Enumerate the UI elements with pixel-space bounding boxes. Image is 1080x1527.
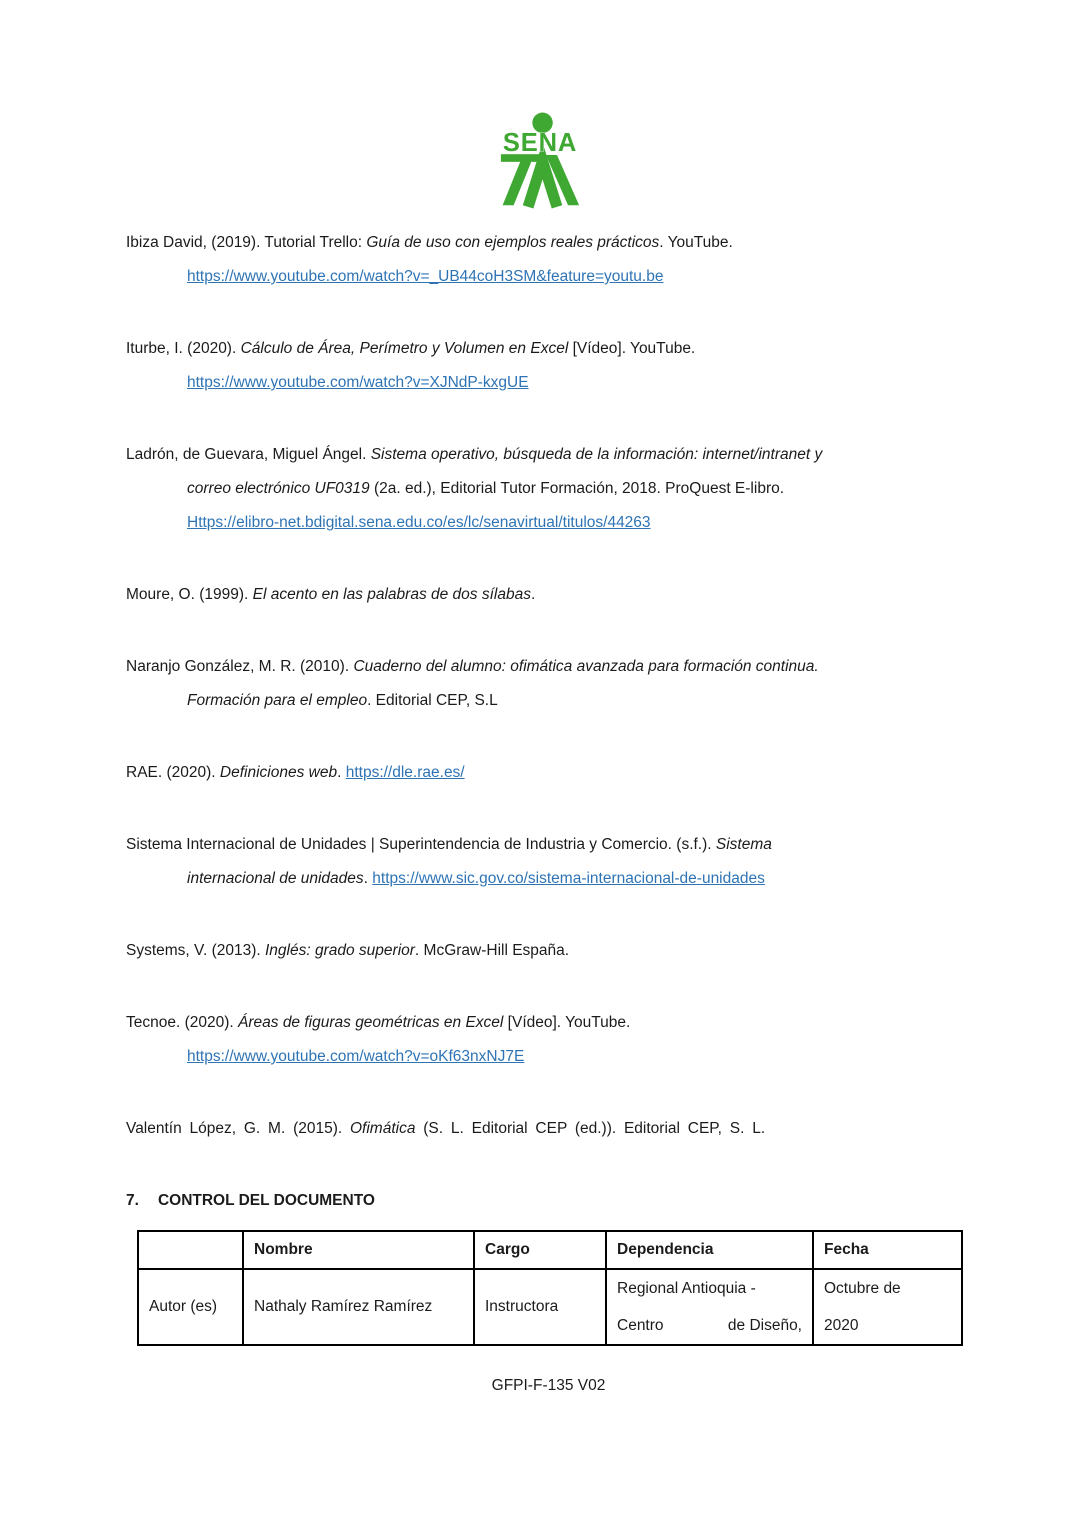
cell-fecha — [813, 1269, 962, 1345]
reference-text: Naranjo González, M. R. (2010). — [126, 658, 354, 675]
reference-text: Formación para el empleo — [187, 692, 368, 709]
reference-link[interactable]: https://www.youtube.com/watch?v=oKf63nxNJ7E — [187, 1048, 525, 1065]
reference-text: (S. L. Editorial CEP (ed.)). Editorial CEP, S. L. — [415, 1120, 766, 1137]
reference-text: correo electrónico UF0319 — [187, 480, 370, 497]
column-header-nombre: Nombre — [243, 1231, 474, 1269]
reference-link[interactable]: https://www.youtube.com/watch?v=XJNdP-kxgUE — [187, 374, 529, 391]
reference-text: Valentín López, G. M. (2015). — [126, 1120, 350, 1137]
fecha-line2: 2020 — [824, 1317, 859, 1334]
reference-text: Sistema — [715, 836, 772, 853]
reference-line — [187, 472, 971, 506]
reference-text: Definiciones web — [219, 764, 338, 781]
reference-line — [126, 934, 971, 968]
reference-line — [187, 1040, 971, 1074]
sena-logo-image — [480, 110, 600, 212]
dependencia-line2-left: Centro — [617, 1317, 664, 1334]
reference-text: Ladrón, de Guevara, Miguel Ángel. — [126, 446, 371, 463]
reference-text: . — [337, 764, 346, 781]
dependencia-line2 — [617, 1307, 802, 1344]
reference-text: Cálculo de Área, Perímetro y Volumen en Excel — [240, 340, 569, 357]
sena-logo — [0, 110, 1080, 212]
references-list — [126, 226, 971, 1146]
reference-text: RAE. (2020). — [126, 764, 220, 781]
reference-line — [126, 578, 971, 612]
reference-item — [126, 332, 971, 400]
dependencia-line2-right: de Diseño, — [727, 1317, 802, 1334]
reference-text: Moure, O. (1999). — [126, 586, 253, 603]
reference-link[interactable]: https://www.youtube.com/watch?v=_UB44coH3SM&feature=youtu.be — [187, 268, 664, 285]
cell-nombre: Nathaly Ramírez Ramírez — [243, 1269, 474, 1345]
reference-link[interactable]: https://www.sic.gov.co/sistema-internacional-de-unidades — [372, 870, 765, 887]
reference-item — [126, 438, 971, 540]
reference-link[interactable]: Https://elibro-net.bdigital.sena.edu.co/es/lc/senavirtual/titulos/44263 — [187, 514, 651, 531]
reference-link[interactable]: https://dle.rae.es/ — [345, 764, 465, 781]
document-control-table — [137, 1230, 963, 1346]
reference-text: . — [363, 870, 373, 887]
reference-text: Áreas de figuras geométricas en Excel — [238, 1014, 504, 1031]
reference-text: . YouTube. — [659, 234, 733, 251]
reference-text: internacional de unidades — [187, 870, 364, 887]
cell-dependencia — [606, 1269, 813, 1345]
reference-text: Inglés: grado superior — [265, 942, 415, 959]
reference-text: Ibiza David, (2019). Tutorial Trello: — [126, 234, 367, 251]
reference-line — [126, 226, 971, 260]
reference-text: . Editorial CEP, S.L — [367, 692, 498, 709]
reference-line — [187, 366, 971, 400]
reference-item — [126, 650, 971, 718]
reference-text: [Vídeo]. YouTube. — [568, 340, 696, 357]
reference-text: [Vídeo]. YouTube. — [503, 1014, 631, 1031]
reference-text: Iturbe, I. (2020). — [126, 340, 241, 357]
reference-line — [126, 438, 971, 472]
section-title: CONTROL DEL DOCUMENTO — [157, 1192, 375, 1209]
cell-cargo: Instructora — [474, 1269, 606, 1345]
reference-item — [126, 1112, 971, 1146]
page-content — [126, 226, 971, 1396]
reference-text: Sistema operativo, búsqueda de la información: internet/intranet y — [370, 446, 823, 463]
reference-text: Tecnoe. (2020). — [126, 1014, 239, 1031]
column-header-cargo: Cargo — [474, 1231, 606, 1269]
reference-text: Sistema Internacional de Unidades | Superintendencia de Industria y Comercio. (s.f.). — [126, 836, 716, 853]
reference-line — [187, 506, 971, 540]
logo-wordmark: SENA — [502, 128, 578, 157]
fecha-line1: Octubre de — [824, 1280, 901, 1297]
reference-text: Cuaderno del alumno: ofimática avanzada para formación continua. — [353, 658, 819, 675]
reference-text: (2a. ed.), Editorial Tutor Formación, 2018. ProQuest E-libro. — [369, 480, 785, 497]
row-label-autor: Autor (es) — [138, 1269, 243, 1345]
reference-item — [126, 226, 971, 294]
reference-line — [126, 1112, 971, 1146]
table-header-row — [138, 1231, 962, 1269]
page-footer-code: GFPI-F-135 V02 — [491, 1377, 606, 1394]
section-heading — [126, 1184, 971, 1218]
reference-line — [126, 1006, 971, 1040]
reference-item — [126, 934, 971, 968]
reference-line — [126, 332, 971, 366]
reference-line — [187, 684, 971, 718]
reference-text: El acento en las palabras de dos sílabas — [252, 586, 531, 603]
column-header-dependencia: Dependencia — [606, 1231, 813, 1269]
reference-line — [126, 828, 971, 862]
table-corner-empty — [138, 1231, 243, 1269]
reference-item — [126, 578, 971, 612]
reference-line — [187, 862, 971, 896]
table-row-autor — [138, 1269, 962, 1345]
reference-item — [126, 756, 971, 790]
reference-line — [187, 260, 971, 294]
reference-text: . McGraw-Hill España. — [414, 942, 570, 959]
section-number: 7. — [126, 1192, 139, 1209]
reference-text: Ofimática — [350, 1120, 416, 1137]
reference-text: Systems, V. (2013). — [126, 942, 265, 959]
reference-text: Guía de uso con ejemplos reales prácticos — [366, 234, 660, 251]
reference-line — [126, 650, 971, 684]
dependencia-line1: Regional Antioquia - — [617, 1280, 756, 1297]
column-header-fecha: Fecha — [813, 1231, 962, 1269]
reference-text: . — [530, 586, 536, 603]
reference-line — [126, 756, 971, 790]
reference-item — [126, 1006, 971, 1074]
reference-item — [126, 828, 971, 896]
